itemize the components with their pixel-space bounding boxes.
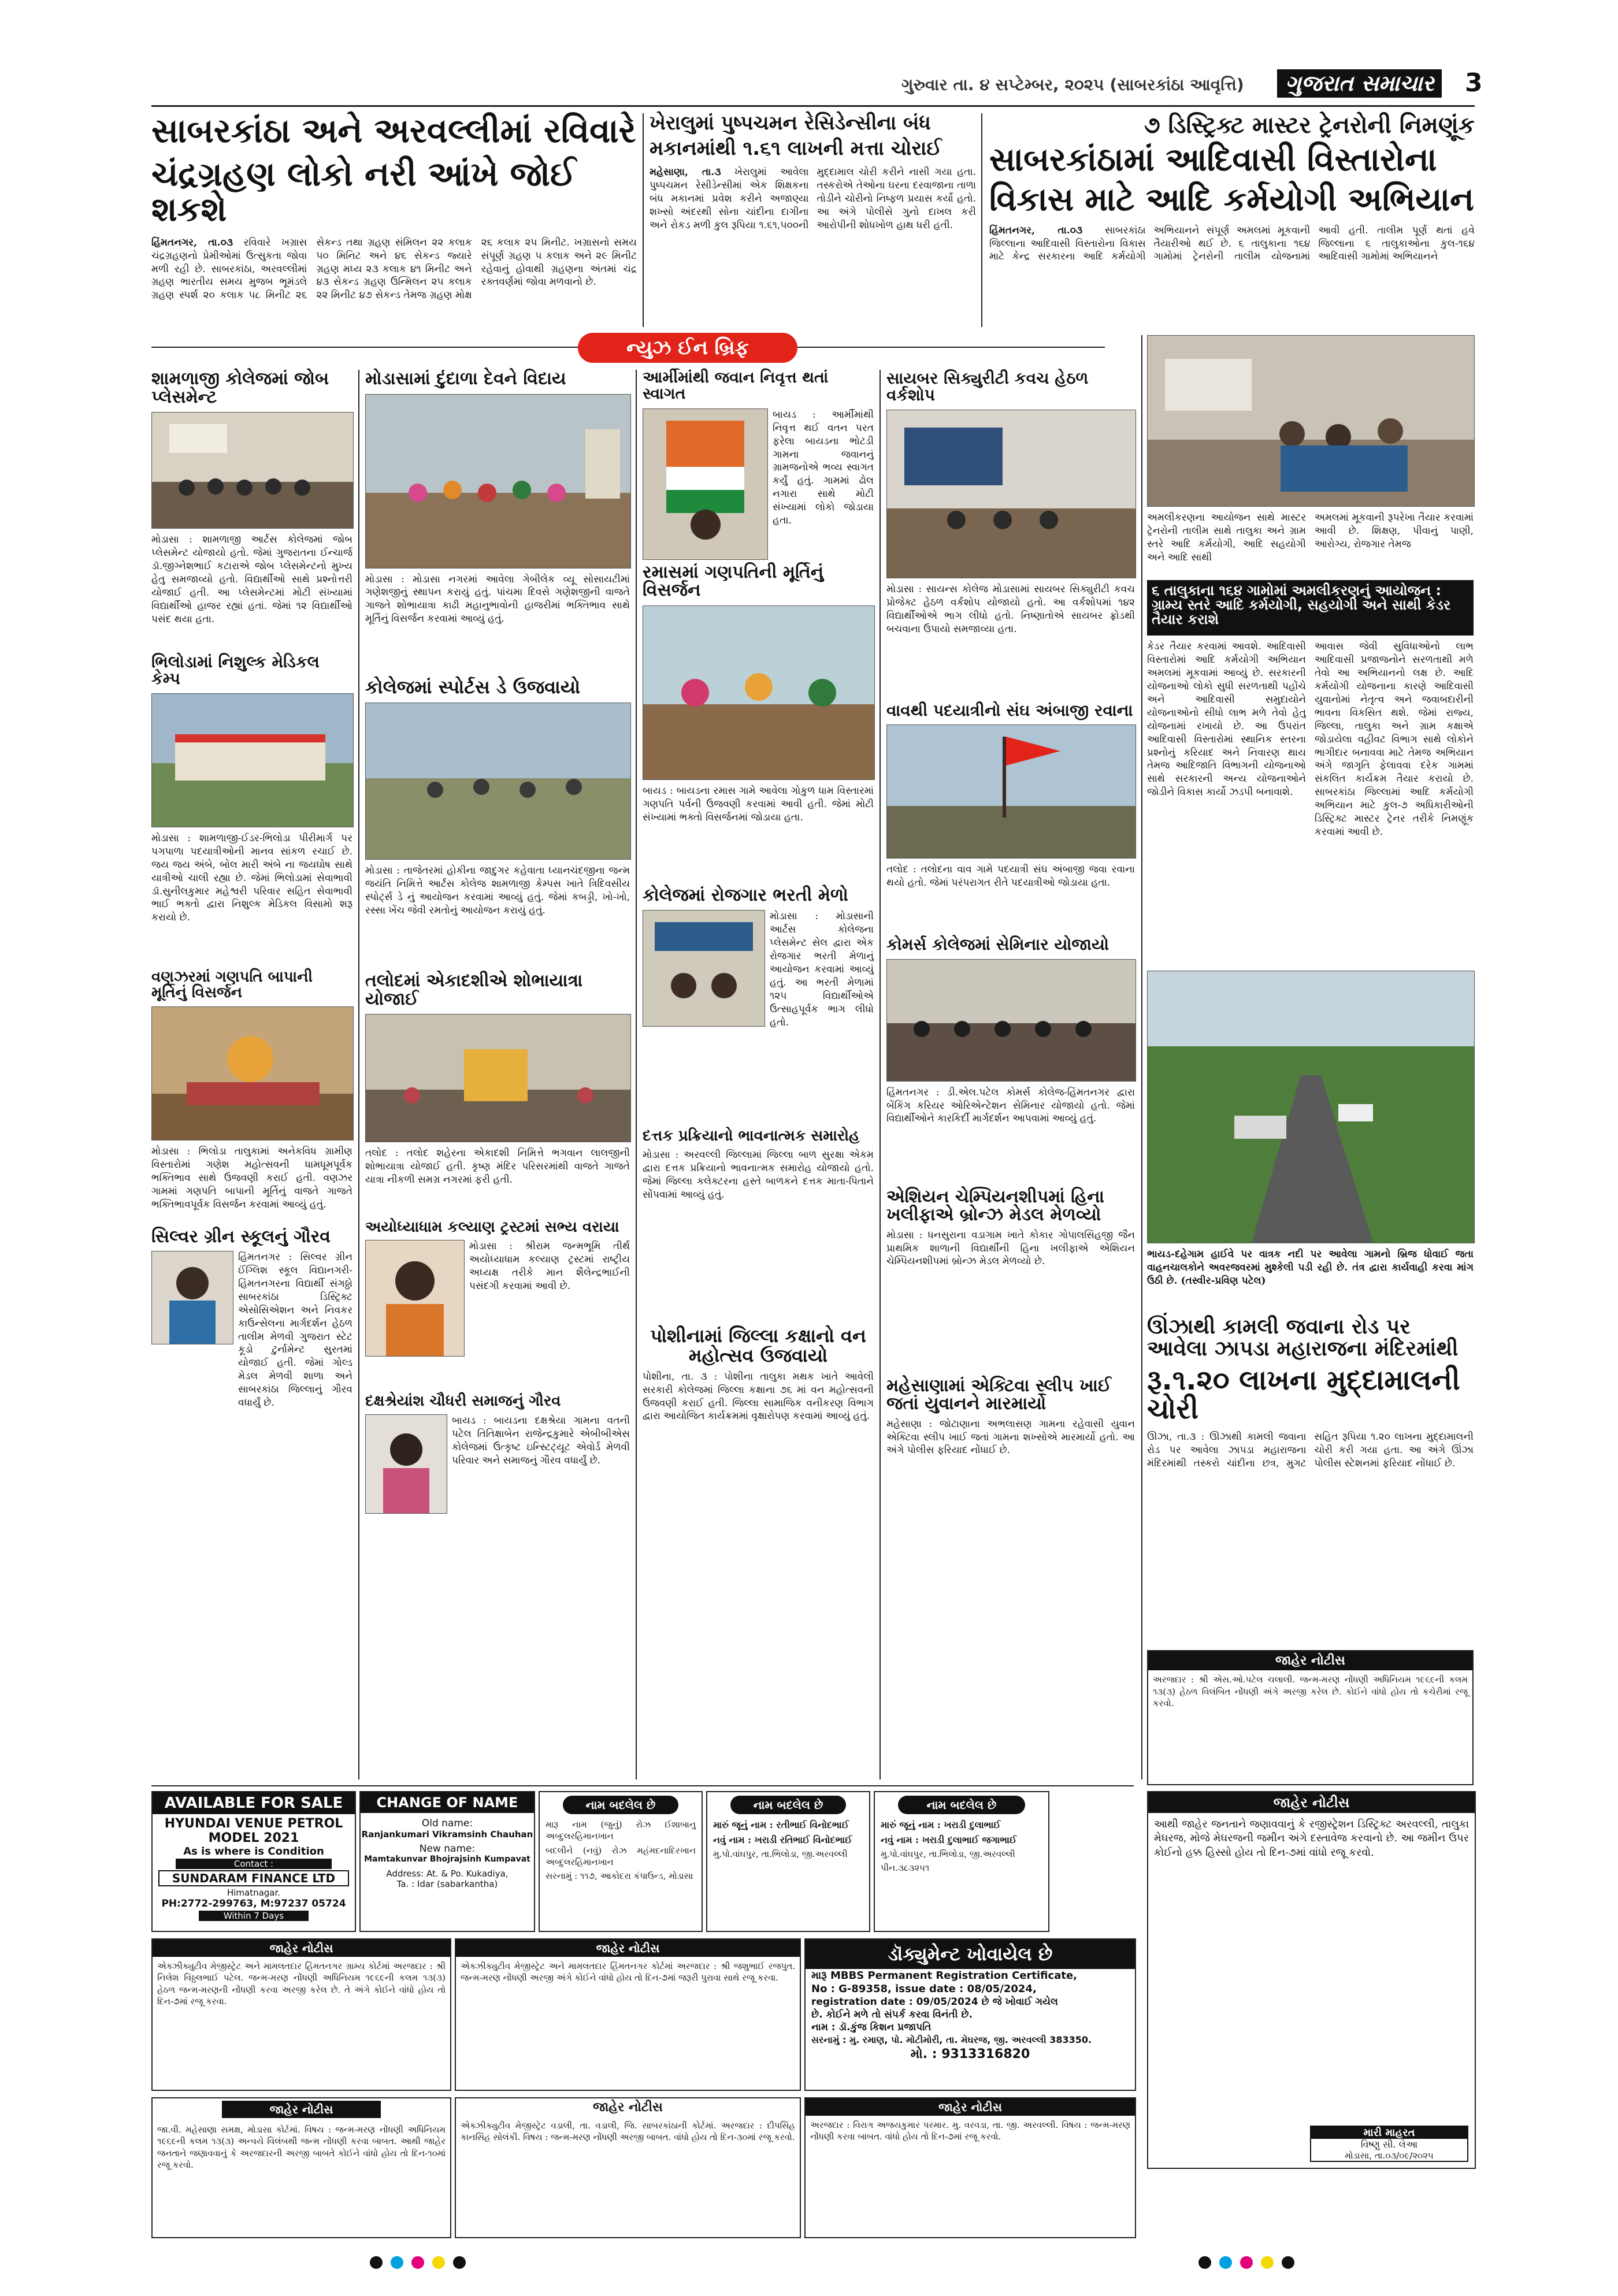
con-line-4: Mamtakunvar Bhojrajsinh Kumpavat [364,1855,530,1864]
col3-body-2: બાયડ : બાયડના રમાસ ગામે આવેલા ગોકુળ ધામ વિસ્તારમાં ગણપતિ પર્વની ઉજવણી કરવામાં આવી હતી. જેમાં મોટી સંખ્યામાં ભક્તો વિસર્જનમાં જોડાયા હતા. [643,785,874,823]
divider [636,370,637,1779]
lead-left-headline-1: સાબરકાંઠા અને અરવલ્લીમાં રવિવારે [151,111,636,150]
sale-line-2: MODEL 2021 [208,1831,299,1845]
col1-body-4: હિંમતનગર : સિલ્વર ગ્રીન ઈંગ્લિશ સ્કૂલ વિદ્યાનગરી-હિંમતનગરના વિદ્યાર્થી સંગઠ્ઠો સાબરકાંઠા ડિસ્ટ્રિક્ટ એસોસિએશન અને નિવકર કાઉન્સેલના માર્ગદર્શન હેઠળ તાલીમ મેળવી ગુજરાત સ્ટેટ કૂડો ટુર્નામેન્ટ સુરતમાં યોજાઈ હતી. જેમાં ગોલ્ડ મેડલ મેળવી શાળા અને સાબરકાંઠા જિલ્લાનું ગૌરવ વધાર્યું છે. [238,1251,352,1409]
color-dots-left [370,2256,466,2273]
shobhayatra-photo [365,1014,631,1142]
doc-line-2: No : G-89358, issue date : 08/05/2024, [811,1983,1037,1995]
registration-dot [391,2256,403,2269]
registration-dot [453,2256,466,2269]
sale-title: AVAILABLE FOR SALE [153,1792,355,1814]
trainer-meeting-photo [1147,335,1475,507]
notice-3-text: જા.વી. મહેસાણા સમક્ષ, મોડાસા કોર્ટમાં. વિષય : જન્મ-મરણ નોંધણી અધિનિયમ ૧૯૬૯ની કલમ ૧૩(૩) અન્વયે વિલંબથી જન્મ નોંધણી કરવા બાબત. આથી જાહેર જનતાને જણાવવાનું કે અરજદારની અરજી બાબતે કોઈને વાંધો હોય તો દિન-૧૦માં રજૂ કરવો. [157,2124,446,2170]
nb2-line-3: મુ.પો.વાંઘપુર, તા.ભિલોડા, જી.અરવલ્લી [713,1849,848,1860]
col1 [151,370,352,1779]
ganesh-procession-photo [365,394,631,569]
color-dots-right [1198,2256,1294,2273]
col2-body-2: મોડાસા : તાજેતરમાં હોકીના જાદુગર કહેવાતા ધ્યાનચંદજીના જન્મ જયંતિ નિમિત્તે આર્ટસ કોલેજ શામળાજી કેમ્પસ ખાતે ત્રિદિવસીય સ્પોર્ટ્સ ડે નું આયોજન કરવામાં આવ્યું હતું. જેમાં કબડ્ડી, ખો-ખો, રસ્સા ખેંચ જેવી રમતોનું આયોજન કરાયું હતું. [365,865,630,916]
news-in-brief-banner [578,333,797,363]
con-line-1: Old name: [421,1818,473,1829]
col5-body-1: ઊંઝા, તા.૩ : ઊંઝાથી કામલી જવાના રોડ પર આવેલા ઝાપડા મહારાજના મંદિરમાંથી તસ્કરો ચાંદીના છત્ર, મુગટ સહિત રૂપિયા ૧.૨૦ લાખના મુદ્દામાલની ચોરી કરી ગયા હતા. આ અંગે ઊંઝા પોલીસ સ્ટેશનમાં ફરિયાદ નોંધાઈ છે. [1147,1431,1474,1470]
paper-logo: ગુજરાત સમાચાર [1277,69,1442,98]
col2-headline-2: કોલેજમાં સ્પોર્ટસ ડે ઉજવાયો [365,675,581,698]
col4-headline-2: વાવથી પદયાત્રીનો સંઘ અંબાજી રવાના [886,700,1133,720]
col2-body-1: મોડાસા : મોડાસા નગરમાં આવેલા ગેબીલેક વ્યૂ સોસાયટીમાં ગણેશજીનું સ્થાપન કરાયું હતું. પાંચમા દિવસે ગણેશજીની વાજતે ગાજતે શોભાયાત્રા કાઢી મહાનુભાવોની હાજરીમાં ભક્તિભાવ સાથે મૂર્તિનું વિસર્જન કરવામાં આવ્યું હતું. [365,573,630,625]
nb1-line-2: બદલીને (નવું) રોઝ મહંમદનાદિરખાન અબ્દુલરહિમાનખાન [545,1845,696,1867]
nb2-line-1: મારું જૂનું નામ : રતીભાઈ વિનોદભાઈ [713,1819,849,1830]
col4 [886,370,1135,1779]
lead-right-headline-1: સાબરકાંઠામાં આદિવાસી વિસ્તારોના [989,141,1437,179]
notice-5-box [1147,1650,1474,1785]
col4-headline-1: સાયબર સિક્યુરીટી કવચ હેઠળ વર્કશોપ [886,369,1089,405]
sale-line-1: HYUNDAI VENUE PETROL [164,1816,343,1831]
contact-line-2: મોડાસા, તા.૦૩/૦૯/૨૦૨૫ [1345,2150,1434,2161]
notice-3-title: જાહેર નોટીસ [222,2101,381,2118]
col4-body-2: તલોદ : તલોદના વાવ ગામે પદયાત્રી સંઘ અંબાજી જવા રવાના થયો હતો. જેમાં પરંપરાગત રીતે પદયાત્રીઓ જોડાયા હતા. [886,864,1135,889]
nb2-title: નામ બદલેલ છે [730,1796,846,1814]
col3-headline-4: દત્તક પ્રક્રિયાનો ભાવનાત્મક સમારોહ [643,1127,860,1145]
notice-5-title: જાહેર નોટીસ [1148,1651,1472,1670]
col3-headline-2: રમાસમાં ગણપતિની મૂર્તિનું વિસર્જન [643,562,824,601]
name-change-ad-3 [874,1791,1049,1932]
lead-left-story [151,113,637,327]
seminar-photo [886,959,1136,1082]
con-line-3: New name: [419,1843,476,1855]
masthead-rule [151,105,1475,107]
notice-5-text: અરજદાર : શ્રી એસ.ઓ.પટેલ ચલાલી. જન્મ-મરણ નોંધણી અધિનિયમ ૧૯૬૯ની કલમ ૧૩(૩) હેઠળ વિલંબિત નોંધણી અંગે અરજી કરેલ છે. કોઈને વાંધો હોય તો કચેરીમાં રજૂ કરવો. [1153,1674,1468,1708]
lead-right-text: સાબરકાંઠા જિલ્લાના આદિવાસી વિસ્તારોના વિકાસ માટે કેન્દ્ર સરકારના આદિ કર્મયોગી અભિયાનને સંપૂર્ણ અમલમાં મૂકવાની તૈયારીઓ થઈ છે. ૬ તાલુકાના ૧૬૪ ગામોમાં ટ્રેનરોની તાલીમ યોજનામાં આવી હતી. તાલીમ પૂર્ણ થતાં હવે જિલ્લાના ૬ તાલુકાઓના કુલ-૧૬૪ આદિવાસી ગામોમાં અભિયાનને [989,224,1475,263]
col2-headline-1: મોડાસામાં દુંદાળા દેવને વિદાય [365,369,566,389]
doc-line-5: નામ : ડૉ.કુંજ કિશન પ્રજાપતિ [811,2022,932,2033]
notice-4-text: એક્ઝીક્યુટીવ મેજીસ્ટ્રેટ વડાલી, તા. વડાલી, જિ. સાબરકાંઠાની કોર્ટમાં. અરજદાર : દીપસિંહ કાનસિંહ સોલંકી. વિષય : જન્મ-મરણ નોંધણી અરજી બાબત. વાંધો હોય તો દિન-૩૦માં રજૂ કરવો. [461,2120,795,2143]
registration-dot [1198,2256,1211,2269]
col4-headline-5: મહેસાણામાં એક્ટિવા સ્લીપ ખાઈ જતાં યુવાનને મારમાર્યો [886,1375,1112,1414]
highway-bridge-photo [1147,971,1475,1243]
notice-2-box [455,1938,801,2091]
notice-1-title: જાહેર નોટીસ [153,1940,450,1957]
registration-marks [370,2256,1294,2273]
con-line-5: Address: At. & Po. Kukadiya, [386,1868,509,1879]
notice-4-box [455,2097,801,2238]
lead-mid-headline-2: મકાનમાંથી ૧.૬૧ લાખની મત્તા ચોરાઈ [650,136,942,160]
nb3-line-1: મારું જૂનું નામ : ખરાડી દુલાભાઈ [881,1819,1001,1830]
col3-body-5: પોશીના, તા. ૩ : પોશીના તાલુકા મથક ખાતે આવેલી સરકારી કોલેજમાં જિલ્લા કક્ષાના ૭૬ માં વન મહોત્સવની ઉજવણી કરાઈ હતી. જિલ્લા સામાજિક વનીકરણ વિભાગ દ્વારા આયોજિત કાર્યક્રમમાં વૃક્ષારોપણ કરવામાં આવ્યું હતું. [643,1370,874,1422]
lead-mid-dateline: મહેસાણા, તા.૩ [650,166,721,179]
masthead [901,68,1483,101]
notice-2-title: જાહેર નોટીસ [456,1940,800,1957]
col5-headline-2: રૂ.૧.૨૦ લાખના મુદ્દામાલની ચોરી [1147,1364,1460,1425]
lead-right-kicker: ૭ ડિસ્ટ્રિક્ટ માસ્ટર ટ્રેનરોની નિમણૂંક [1144,112,1475,139]
job-fair-photo [643,910,765,1027]
date-line: ગુરુવાર તા. ૪ સપ્ટેમ્બર, ૨૦૨૫ (સાબરકાંઠા આવૃત્તિ) [901,75,1244,94]
col2-headline-5: દક્ષશ્રેયાંશ ચૌધરી સમાજનું ગૌરવ [365,1392,561,1410]
lead-mid-text: ખેરાલુમાં આવેલા પુષ્પચમન રેસીડેન્સીમાં એક શિક્ષકના બંધ મકાનમાં પ્રવેશ કરીને અજાણ્યા શખ્સો અંદરથી સોના ચાંદીના દાગીના અને રોકડ મળી કુલ રૂપિયા ૧.૬૧,૫૦૦ની મુદ્દામાલ ચોરી કરીને નાસી ગયા હતા. તસ્કરોએ તેઓના ઘરના દરવાજાના તાળા તોડીને ચોરીનો નિષ્ફળ પ્રયાસ કર્યો હતો. આ અંગે પોલીસે ગુનો દાખલ કરી આરોપીની શોધખોળ હાથ ધરી હતી. [650,166,976,232]
sale-line-3: As is where is Condition [183,1845,324,1857]
col2-headline-3: તલોદમાં એકાદશીએ શોભાયાત્રા યોજાઈ [365,971,583,1009]
sale-ad [151,1791,356,1932]
contact-block [1310,2126,1468,2162]
registration-dot [411,2256,424,2269]
lead-right-body-3: આવાસ જેવી સુવિધાઓનો લાભ આદિવાસી પ્રજાજનોને સરળતાથી મળે તેવો આ અભિયાનનો લક્ષ છે. આદિ કર્મયોગી યોજનાના કારણે આદિવાસી યુવાનોમાં નેતૃત્વ અને જવાબદારીની ભાવના વિકસિત થશે. જેમાં રાજ્ય, જિલ્લા, તાલુકા અને ગ્રામ કક્ષાએ જોડાયેલા વહીવટ વિભાગ સાથે લોકોને ભાગીદાર બનાવવા માટે તેમજ અભિયાન અંગે જાગૃતિ ફેલાવવા દરેક ગામમાં સંકલિત કાર્યક્રમ તૈયાર કરાયો છે. સાબરકાંઠા જિલ્લામાં આદિ કર્મયોગી અભિયાન માટે કુલ-૭ અધિકારીઓની ડિસ્ટ્રિક્ટ માસ્ટર ટ્રેનર તરીકે નિમણૂંક કરવામાં આવી છે. [1315,641,1474,838]
col5 [1147,971,1474,1779]
lead-left-dateline: હિંમતનગર, તા.૦૩ [151,236,233,248]
divider [1141,335,1142,1779]
doc-line-7: મો. : 9313316820 [910,2047,1030,2061]
change-of-name-ad [359,1791,535,1932]
con-line-2: Ranjankumari Vikramsinh Chauhan [361,1829,533,1840]
lead-right-caption-left: અમલીકરણના આયોજન સાથે માસ્ટર ટ્રેનરોની તાલીમ સાથે તાલુકા અને ગ્રામ સ્તરે આદિ કર્મયોગી, આદિ સહયોગી અને આદિ સાથી [1147,512,1306,563]
sale-line-5: SUNDARAM FINANCE LTD [158,1870,349,1886]
col5-headline-1: ઊંઝાથી કામલી જવાના રોડ પર આવેલા ઝાપડા મહારાજના મંદિરમાંથી [1147,1315,1459,1361]
sports-day-photo [365,703,631,860]
col3-headline-1: આર્મીમાંથી જવાન નિવૃત્ત થતાં સ્વાગત [643,369,829,403]
sale-line-8: Within 7 Days [199,1911,309,1921]
divider [879,370,881,1779]
col4-body-5: મહેસાણા : જોટાણાના અભલાસણ ગામના રહેવાસી યુવાન એક્ટિવા સ્લીપ ખાઈ જતાં ગામના શખ્સોએ મારમાર્યો હતો. આ અંગે પોલીસ ફરિયાદ નોંધાઈ છે. [886,1418,1135,1457]
registration-dot [370,2256,383,2269]
notice-4-title: જાહેર નોટીસ [593,2100,663,2115]
col1-headline-3: વણઝરમાં ગણપતિ બાપાની મૂર્તિનું વિસર્જન [151,968,313,1002]
lead-mid-story [650,113,976,327]
nb1-line-3: સરનામું : ૧૧૭, આકોદરા કંપાઉન્ડ, મોડાસા [545,1871,693,1881]
lost-document-ad [804,1938,1136,2091]
lead-right-headline-2: વિકાસ માટે આદિ કર્મયોગી અભિયાન [989,180,1474,218]
nb3-line-3: મુ.પો.વાંઘપુર, તા.ભિલોડા, જી.અરવલ્લી [881,1849,1015,1860]
col4-headline-3: કોમર્સ કોલેજમાં સેમિનાર યોજાયો [886,935,1109,954]
registration-dot [432,2256,445,2269]
col3-body-4: મોડાસા : અરવલ્લી જિલ્લામાં જિલ્લા બાળ સુરક્ષા એકમ દ્વારા દત્તક પ્રક્રિયાનો ભાવનાત્મક સમારોહ યોજાયો હતો. જેમાં જિલ્લા કલેક્ટરના હસ્તે બાળકને દત્તક માતા-પિતાને સોંપવામાં આવ્યું હતું. [643,1149,874,1201]
notice-7-text: આથી જાહેર જનતાને જણાવવાનું કે રજીસ્ટ્રેશન ડિસ્ટ્રિક્ટ અરવલ્લી, તાલુકા મેઘરજ, મોજે મેઘરજની જમીન અંગે દસ્તાવેજ કરવાનો છે. આ જમીન ઉપર કોઈનો હક્ક હિસ્સો હોય તો દિન-૭માં વાંધો રજૂ કરવો. [1154,1818,1469,1859]
ganesh-immersion-photo [151,1006,354,1140]
medical-camp-photo [151,693,354,827]
contact-title: મારી માહરત [1311,2127,1467,2139]
placement-photo [151,412,354,529]
contact-line-1: વિષ્ણુ સી. લેઆ [1360,2139,1418,2150]
nb3-line-4: પીન.૩૮૩૨૫૧ [881,1863,930,1874]
col4-headline-4: એશિયન ચેમ્પિયનશીપમાં હિના ખલીફાએ બ્રોન્ઝ મેડલ મેળવ્યો [886,1186,1104,1225]
nb3-line-2: નવું નામ : ખરાડી દુલાભાઈ જગાભાઈ [881,1834,1017,1845]
col1-headline-1: શામળાજી કોલેજમાં જોબ પ્લેસમેન્ટ [151,369,329,407]
doc-line-3: registration date : 09/05/2024 છે જે ખોવાઈ ગયેલ [811,1996,1058,2008]
col2-body-4: મોડાસા : શ્રીરામ જન્મભૂમિ તીર્થ અયોધ્યાધામ કલ્યાણ ટ્રસ્ટમાં રાષ્ટ્રીય અધ્યક્ષ તરીકે માન શૈલેન્દ્રભાઈની પસંદગી કરવામાં આવી છે. [469,1240,630,1292]
notice-7-box [1147,1791,1476,2169]
lead-mid-headline-1: ખેરાલુમાં પુષ્પચમન રેસિડેન્સીના બંધ [650,112,931,135]
con-title: CHANGE OF NAME [361,1792,534,1813]
col4-body-4: મોડાસા : ધનસુરાના વડાગામ ખાતે કોકાર ગોપાલસિંહજી જૈન પ્રાથમિક શાળાની વિદ્યાર્થીની હિના ખલીફાએ એશિયન ચેમ્પિયનશીપમાં બ્રોન્ઝ મેડલ મેળવ્યો છે. [886,1229,1135,1268]
registration-dot [1261,2256,1274,2269]
nb3-title: નામ બદલેલ છે [898,1796,1025,1814]
col1-body-2: મોડાસા : શામળાજી-ઈડર-ભિલોડા પીરીમાર્ગ પર પગપાળા પદયાત્રીઓની માનવ સાંકળ રચાઈ છે. જય જય અંબે, બોલ મારી અંબે ના જયઘોષ સાથે યાત્રીઓ ચાલી રહ્યા છે. જેમાં ભિલોડામાં સેવાભાવી ડૉ.સુનીલકુમાર મહેશ્વરી પરિવાર સહિત સેવાભાવી ભાઈ ભક્તો દ્વારા નિશુલ્ક મેડિકલ વિસામો શરૂ કરાયો છે. [151,832,352,924]
col1-body-3: મોડાસા : ભિલોડા તાલુકામાં અનેકવિધ ગ્રામીણ વિસ્તારોમાં ગણેશ મહોત્સવની ધામધૂમપૂર્વક ભક્તિભાવ સાથે ઉજવણી કરાઈ હતી. વણઝર ગામમાં ગણપતિ બાપાની મૂર્તિનું વાજતે ગાજતે ભક્તિભાવપૂર્વક વિસર્જન કરવામાં આવ્યું હતું. [151,1146,352,1211]
cyber-workshop-photo [886,410,1136,578]
name-change-ad-2 [706,1791,870,1932]
col1-headline-2: ભિલોડામાં નિશુલ્ક મેડિકલ કેમ્પ [151,652,320,689]
col3-headline-3: કોલેજમાં રોજગાર ભરતી મેળો [643,885,848,905]
registration-dot [1240,2256,1253,2269]
page-number: 3 [1465,68,1483,98]
notice-6-box [804,2097,1136,2238]
divider [643,113,644,327]
sale-line-7: PH:2772-299763, M:97237 05724 [161,1898,346,1909]
col3-body-1: બાયડ : આર્મીમાંથી નિવૃત્ત થઈ વતન પરત ફરેલા બાયડના ભોટડી ગામના જવાનનું ગ્રામજનોએ ભવ્ય સ્વાગત કર્યું હતું. ગામમાં ઢોલ નગારા સાથે મોટી સંખ્યામાં લોકો જોડાયા હતા. [773,408,874,527]
student-medal-photo [151,1251,233,1344]
trustee-portrait-photo [365,1240,465,1357]
lead-right-story [989,113,1475,327]
lead-right-body-2: કેડર તૈયાર કરવામાં આવશે. આદિવાસી વિસ્તારોમાં આદિ કર્મયોગી અભિયાન અમલમાં મૂકવામાં આવ્યું છે. સરકારની યોજનાઓ લોકો સુધી સરળતાથી પહોંચે અને આદિવાસી સમુદાયોને યોજનાઓનો સીધો લાભ મળે તેવો હેતુ યોજનામાં રખાયો છે. આ ઉપરાંત આદિવાસી વિસ્તારોમાં સ્થાનિક સ્તરના પ્રશ્નોનું કરિયાદ અને નિવારણ થાય તેમજ આદિજાતિ વિભાગની યોજનાઓ સાથે સરકારની અન્ય યોજનાઓને જોડીને વિકાસ કાર્યો ઝડપી બનાવાશે. [1147,641,1306,798]
ads-rule [151,1785,1134,1786]
nb1-line-1: મારૂ નામ (જુનું) રોઝ ઈશાબાનુ અબ્દુલરહિમાનખાન [545,1819,696,1842]
notice-6-title: જાહેર નોટીસ [806,2098,1135,2116]
col3-body-3: મોડાસા : મોડાસાની આર્ટસ કોલેજના પ્લેસમેન્ટ સેલ દ્વારા એક રોજગાર ભરતી મેળાનું આયોજન કરવામાં આવ્યું હતું. આ ભરતી મેળામાં ૧૨૫ વિદ્યાર્થીઓએ ઉત્સાહપૂર્વક ભાગ લીધો હતો. [770,911,874,1028]
col2 [365,370,630,1779]
col5-caption: ભાયડ-દહેગામ હાઈવે પર વાત્રક નદી પર આવેલા ગામનો બ્રિજ ધોવાઈ જતા વાહનચાલકોને અવરજવરમાં મુશ્કેલી પડી રહી છે. તંત્ર દ્વારા કાર્યવાહી કરવા માંગ ઉઠી છે. (તસ્વીર-પ્રવિણ પટેલ) [1147,1249,1474,1287]
col1-body-1: મોડાસા : શામળાજી આર્ટસ કોલેજમાં જોબ પ્લેસમેન્ટ યોજાયો હતો. જેમાં ગુજરાતના ઈન્ચાર્જ ડૉ.જીગ્નેશભાઈ કટારાએ જોબ પ્લેસમેન્ટનો મુખ્ય હેતુ સમજાવ્યો હતો. વિદ્યાર્થીઓ સાથે પ્રશ્નોત્તરી યોજાઈ હતી. આ પ્લેસમેન્ટમાં મોટી સંખ્યામાં વિદ્યાર્થીઓ હાજર રહ્યાં હતાં. જેમાં ૧૨ વિદ્યાર્થીઓ પસંદ થયા હતા. [151,534,352,625]
col2-body-3: તલોદ : તલોદ શહેરના એકાદશી નિમિત્તે ભગવાન લાલજીની શોભાયાત્રા યોજાઈ હતી. કૃષ્ણ મંદિર પરિસરમાંથી વાજતે ગાજતે યાત્રા નીકળી સમગ્ર નગરમાં ફરી હતી. [365,1147,630,1186]
notice-2-text: એક્ઝીક્યુટીવ મેજીસ્ટ્રેટ અને મામલતદાર હિંમતનગર કોર્ટમાં અરજદાર : શ્રી જશુભાઈ રજપુત. જન્મ-મરણ નોંધણી અરજી અંગે કોઈને વાંધો હોય તો દિન-૭માં જરૂરી પુરાવા સાથે રજૂ કરવા. [461,1961,795,1983]
doc-line-6: સરનામું : મુ. રમાણ, પો. મોટીમોરી, તા. મેઘરજ, જી. અરવલ્લી 383350. [811,2034,1092,2045]
registration-dot [1219,2256,1232,2269]
notice-1-box [151,1938,451,2091]
lead-right-caption-right: અમલમાં મૂકવાની રૂપરેખા તૈયાર કરવામાં આવી છે. શિક્ષણ, પીવાનું પાણી, આરોગ્ય, રોજગાર તેમજ [1315,512,1474,550]
padyatra-photo [886,725,1136,859]
registration-dot [1282,2256,1294,2269]
nb2-line-2: નવું નામ : ખરાડી રતિભાઈ વિનોદભાઈ [713,1834,852,1845]
col4-body-3: હિંમતનગર : ડી.એલ.પટેલ કોમર્સ કોલેજ-હિંમતનગર દ્વારા બેંકિંગ કરિયર ઓરિએન્ટેશન સેમિનાર યોજાયો હતો. જેમાં વિદ્યાર્થીઓને કારકિર્દી માર્ગદર્શન આપવામાં આવ્યું હતું. [886,1086,1135,1125]
name-change-ad-1 [539,1791,703,1932]
nb1-title: નામ બદલેલ છે [563,1796,678,1814]
notice-6-text: અરજદાર : વિરાગ અજયકુમાર પરમાર. મુ. વરવડા, તા. જી. અરવલ્લી. વિષય : જન્મ-મરણ નોંધણી કરવા બાબત. વાંધો હોય તો દિન-૭માં રજૂ કરવો. [810,2120,1130,2142]
col2-body-5: બાયડ : બાયડના દક્ષશ્રેયા ગામના વતની પટેલ તિતિક્ષાબેન રાજેન્દ્રકુમારે એબીબીએસ કોલેજમાં ઉત્કૃષ્ટ ઇન્સ્ટિટ્યૂટ એવોર્ડ મેળવી પરિવાર અને સમાજનું ગૌરવ વધાર્યું છે. [452,1414,630,1466]
lead-right-body [989,224,1475,288]
army-veteran-photo [643,408,768,560]
lead-left-body [151,236,637,340]
con-line-6: Ta. : Idar (sabarkantha) [396,1879,498,1889]
notice-7-title: જાહેર નોટીસ [1148,1792,1475,1813]
sale-line-4: Contact : [176,1859,332,1869]
col1-headline-4: સિલ્વર ગ્રીન સ્કૂલનું ગૌરવ [151,1227,331,1247]
notice-3-box [151,2097,451,2238]
col3 [643,370,874,1779]
lead-left-text: રવિવારે ખગ્રાસ ચંદ્રગ્રહણનો પ્રેમીઓમાં ઉત્સુકતા જોવા મળી રહી છે. સાબરકાંઠા, અરવલ્લીમાં ગ્રહણ ભારતીય સમય મુજબ ભૂમંડલે ગ્રહણ સ્પર્શ ૨૦ કલાક ૫૮ મિનીટ ૨૬ સેકન્ડ તથા ગ્રહણ સંમિલન ૨૨ કલાક ૫૦ મિનિટ અને ૪૬ સેકન્ડ જ્યારે ગ્રહણ મધ્ય ૨૩ કલાક ૪૧ મિનીટ અને ૪૩ સેકન્ડ ગ્રહણ ઉન્મિલન ૨૫ કલાક ૨૨ મિનીટ ૪૭ સેકન્ડ તેમજ ગ્રહણ મોક્ષ ૨૬ કલાક ૨૫ મિનીટ. ખગ્રાસનો સમય સંપૂર્ણ ગ્રહણ ૫ કલાક અને ૨૯ મિનીટ રહેવાનું હોવાથી ગ્રહણના અંતમાં ચંદ્ર રક્તવર્ણમાં જોવા મળવાનો છે. [151,236,637,302]
doc-line-4: છે. કોઈને મળે તો સંપર્ક કરવા વિનંતી છે. [811,2009,973,2020]
notice-1-text: એક્ઝીક્યુટીવ મેજીસ્ટ્રેટ અને મામલતદાર હિંમતનગર ગ્રામ્ય કોર્ટમાં અરજદાર : શ્રી નિલેશ વિઠ્ઠલભાઈ પટેલ. જન્મ-મરણ નોંધણી અધિનિયમ ૧૯૬૯ની કલમ ૧૩(૩) હેઠળ જન્મ-મરણની નોંધણી કરવા અરજી કરેલ છે. તે અંગે કોઈને વાંધો હોય તો દિન-૭માં રજૂ કરવા. [157,1961,446,2007]
student-portrait-photo [365,1414,447,1514]
ramas-immersion-photo [643,605,875,780]
lead-mid-body [650,166,976,310]
lead-left-headline-2: ચંદ્રગ્રહણ લોકો નરી આંખે જોઈ શકશે [151,154,576,229]
divider [981,113,982,327]
col2-headline-4: અયોધ્યાધામ કલ્યાણ ટ્રસ્ટમાં સભ્ય વરાયા [365,1218,619,1236]
banner-text: ન્યુઝ ઈન બ્રિફ [626,336,749,359]
doc-line-1: મારૂ MBBS Permanent Registration Certificate, [811,1970,1077,1982]
col4-body-1: મોડાસા : સાયન્સ કોલેજ મોડાસામાં સાયબર સિક્યુરીટી કવચ પ્રોજેક્ટ હેઠળ વર્કશોપ યોજાયો હતો. આ વર્કશોપમાં ૧૪૨ વિદ્યાર્થીઓએ ભાગ લીધો હતો. નિષ્ણાતોએ સાયબર ફ્રોડથી બચવાના ઉપાયો સમજાવ્યા હતા. [886,583,1135,635]
sale-line-6: Himatnagar. [227,1888,281,1898]
col3-headline-5: પોશીનામાં જિલ્લા કક્ષાનો વન મહોત્સવ ઉજવાયો [650,1325,866,1367]
doc-title: ડૉક્યુમેન્ટ ખોવાયેલ છે [806,1940,1135,1969]
lead-right-dateline: હિંમતનગર, તા.૦૩ [989,224,1083,236]
lead-right-subhead: ૬ તાલુકાના ૧૬૪ ગામોમાં અમલીકરણનું આયોજન : ગ્રામ્ય સ્તરે આદિ કર્મયોગી, સહયોગી અને સાથી કેડર તૈયાર કરાશે [1147,580,1474,636]
divider [358,370,359,1779]
